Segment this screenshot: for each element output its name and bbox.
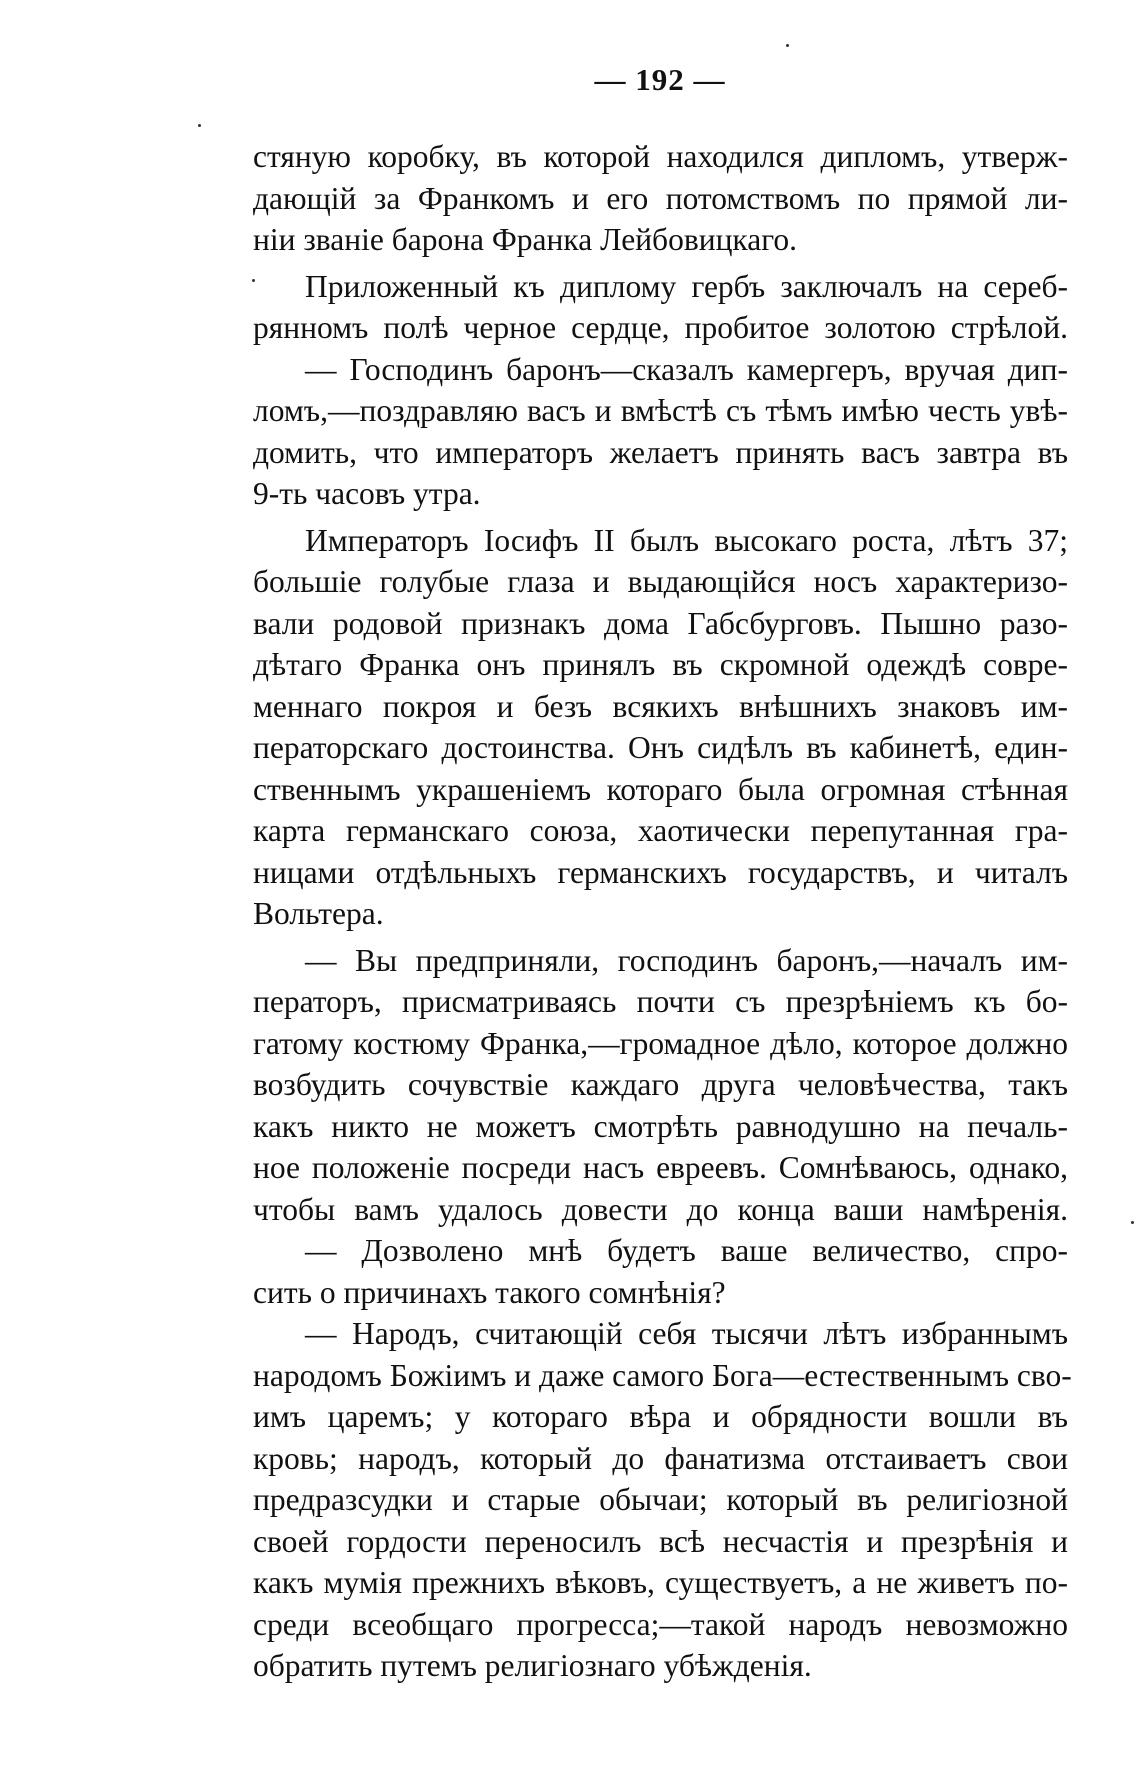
print-speck [252, 279, 255, 282]
text-line: предразсудки и старые обычаи; который въ религіозной [253, 1482, 1068, 1517]
text-line: карта германскаго союза, хаотически перепутанная гра- [253, 813, 1068, 848]
text-line: среди всеобщаго прогресса;—такой народъ невозможно [253, 1606, 1068, 1642]
text-line: стяную коробку, въ которой находился дипломъ, утверж- [253, 139, 1068, 174]
text-line: 9-ть часовъ утра. [253, 476, 481, 511]
text-line: ное положеніе посреди насъ евреевъ. Сомнѣваюсь, однако, [253, 1150, 1068, 1185]
text-line: — Народъ, считающій себя тысячи лѣтъ избраннымъ [305, 1316, 1068, 1351]
print-speck [198, 124, 201, 127]
text-line: ніи званіе барона Франка Лейбовицкаго. [253, 222, 797, 257]
text-line: какъ мумія прежнихъ вѣковъ, существуетъ, а не живетъ по- [253, 1565, 1068, 1600]
text-line: меннаго покроя и безъ всякихъ внѣшнихъ знаковъ им- [253, 688, 1068, 724]
text-line: сить о причинахъ такого сомнѣнія? [253, 1274, 726, 1310]
text-line: гатому костюму Франка,—громадное дѣло, которое должно [253, 1025, 1068, 1061]
text-line: кровь; народъ, который до фанатизма отстаиваетъ свои [253, 1440, 1068, 1476]
text-line: какъ никто не можетъ смотрѣть равнодушно на печаль- [253, 1108, 1068, 1144]
text-line: ператорскаго достоинства. Онъ сидѣлъ въ кабинетѣ, един- [253, 730, 1068, 765]
text-line: дѣтаго Франка онъ принялъ въ скромной одеждѣ совре- [253, 647, 1068, 682]
text-line: домить, что императоръ желаетъ принять васъ завтра въ [253, 434, 1068, 470]
text-line: — Дозволено мнѣ будетъ ваше величество, спро- [305, 1233, 1068, 1268]
body-text [253, 136, 1072, 1687]
text-line: Вольтера. [253, 896, 384, 931]
text-line: вали родовой признакъ дома Габсбурговъ. Пышно разо- [253, 605, 1068, 641]
text-line: Приложенный къ диплому гербъ заключалъ на сереб- [305, 268, 1068, 304]
text-line: Императоръ Іосифъ II былъ высокаго роста, лѣтъ 37; [305, 522, 1068, 558]
page-number: — 192 — [594, 62, 726, 97]
text-line: чтобы вамъ удалось довести до конца ваши намѣренія. [253, 1191, 1068, 1227]
text-line: ницами отдѣльныхъ германскихъ государствъ, и читалъ [253, 854, 1068, 890]
text-line: ператоръ, присматриваясь почти съ презрѣніемъ къ бо- [253, 984, 1068, 1019]
text-line: ломъ,—поздравляю васъ и вмѣстѣ съ тѣмъ имѣю честь увѣ- [253, 393, 1068, 428]
text-line: — Господинъ баронъ—сказалъ камергеръ, вручая дип- [305, 351, 1068, 387]
print-speck [786, 44, 789, 47]
text-line: ственнымъ украшеніемъ котораго была огромная стѣнная [253, 771, 1068, 807]
text-line: имъ царемъ; у котораго вѣра и обрядности вошли въ [253, 1399, 1068, 1434]
text-line: рянномъ полѣ черное сердце, пробитое золотою стрѣлой. [253, 310, 1068, 345]
text-line: обратить путемъ религіознаго убѣжденія. [253, 1648, 812, 1683]
text-line: своей гордости переносилъ всѣ несчастія и презрѣнія и [253, 1523, 1068, 1559]
text-line: народомъ Божіимъ и даже самого Бога—естественнымъ сво- [253, 1357, 1072, 1393]
print-speck [1131, 1221, 1134, 1224]
text-line: дающій за Франкомъ и его потомствомъ по прямой ли- [253, 180, 1068, 216]
text-line: — Вы предприняли, господинъ баронъ,—началъ им- [305, 942, 1068, 978]
text-line: большіе голубые глаза и выдающійся носъ характеризо- [253, 564, 1068, 599]
text-line: возбудить сочувствіе каждаго друга человѣчества, такъ [253, 1067, 1068, 1102]
